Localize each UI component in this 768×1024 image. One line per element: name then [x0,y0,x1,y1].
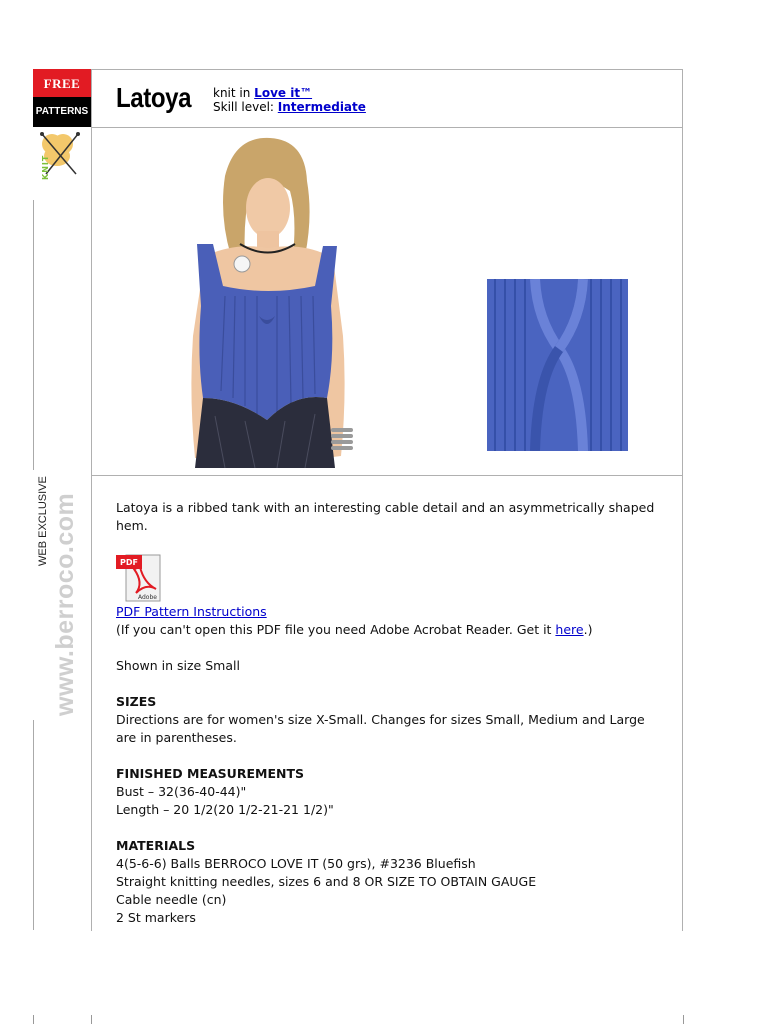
measurements-heading: FINISHED MEASUREMENTS [116,766,304,781]
patterns-label: PATTERNS [33,97,91,127]
model-photo [165,136,370,468]
pdf-note-prefix: (If you can't open this PDF file you need Adobe Acrobat Reader. Get it [116,622,556,637]
sizes-heading: SIZES [116,694,157,709]
pdf-icon-label: PDF [120,558,138,567]
bust-measurement: Bust – 32(36-40-44)" [116,784,247,799]
page-edge-tick [91,1015,92,1024]
list-item: Straight knitting needles, sizes 6 and 8 OR SIZE TO OBTAIN GAUGE [116,874,537,889]
skill-label: Skill level: [213,100,278,114]
web-exclusive-label: WEB EXCLUSIVE [37,476,49,566]
page-edge-tick [33,1015,34,1024]
list-item: 2 St markers [116,910,196,925]
list-item: Cable needle (cn) [116,892,227,907]
header-divider [92,127,683,128]
shown-in-size: Shown in size Small [116,658,240,673]
yarn-link[interactable]: Love it™ [254,86,313,100]
site-url[interactable]: www.berroco.com [51,492,79,716]
adobe-label: Adobe [138,594,157,601]
materials-list [116,855,656,927]
skill-line [213,100,366,114]
knit-label: KNIT [41,154,50,180]
intro-text: Latoya is a ribbed tank with an interesting cable detail and an asymmetrically shaped hem. [116,500,655,533]
skill-link[interactable]: Intermediate [277,100,366,114]
free-label: FREE [33,69,91,97]
knit-in-label: knit in [213,86,255,100]
length-measurement: Length – 20 1/2(20 1/2-21-21 1/2)" [116,802,334,817]
yarn-line [213,86,366,100]
pdf-section [116,603,656,639]
free-patterns-logo[interactable] [33,69,91,127]
page-edge-tick [683,1015,684,1024]
pdf-icon[interactable] [116,553,164,603]
sizes-text: Directions are for women's size X-Small. Changes for sizes Small, Medium and Large are in parentheses. [116,712,645,745]
sidebar-divider-top [33,200,34,470]
list-item: 4(5-6-6) Balls BERROCO LOVE IT (50 grs), #3236 Bluefish [116,856,476,871]
materials-heading: MATERIALS [116,838,196,853]
image-divider [92,475,683,476]
acrobat-download-link[interactable]: here [555,622,584,637]
pattern-meta [213,86,366,114]
sidebar-divider-bottom [33,720,34,930]
pdf-instructions-link[interactable]: PDF Pattern Instructions [116,604,267,619]
cable-swatch-photo [487,279,628,451]
page-title: Latoya [116,82,192,113]
pdf-note-suffix: .) [583,622,593,637]
